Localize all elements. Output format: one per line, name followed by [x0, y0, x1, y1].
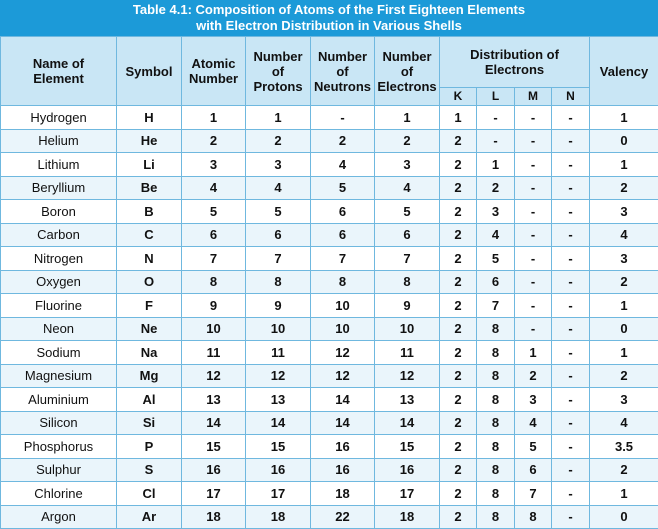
shell-n-cell: - [552, 411, 590, 435]
element-name-cell: Oxygen [1, 270, 117, 294]
electrons-cell: 2 [375, 129, 440, 153]
element-name-cell: Hydrogen [1, 106, 117, 130]
shell-l-cell: 8 [477, 411, 515, 435]
atomic-number-cell: 7 [182, 247, 246, 271]
table-row [1, 106, 658, 130]
shell-n-cell: - [552, 270, 590, 294]
shell-k-cell: 2 [440, 435, 477, 459]
protons-cell: 7 [246, 247, 311, 271]
header-shell-n: N [552, 88, 590, 106]
shell-m-cell: - [515, 129, 552, 153]
protons-cell: 2 [246, 129, 311, 153]
element-name-cell: Lithium [1, 153, 117, 177]
atomic-number-cell: 4 [182, 176, 246, 200]
neutrons-cell: - [311, 106, 375, 130]
protons-cell: 12 [246, 364, 311, 388]
table-row [1, 505, 658, 529]
table-row [1, 364, 658, 388]
shell-l-cell: - [477, 106, 515, 130]
protons-cell: 15 [246, 435, 311, 459]
valency-cell: 1 [590, 106, 658, 130]
shell-n-cell: - [552, 294, 590, 318]
shell-m-cell: 8 [515, 505, 552, 529]
protons-cell: 16 [246, 458, 311, 482]
shell-n-cell: - [552, 200, 590, 224]
element-name-cell: Phosphorus [1, 435, 117, 459]
shell-k-cell: 2 [440, 458, 477, 482]
shell-l-cell: 8 [477, 388, 515, 412]
shell-k-cell: 2 [440, 200, 477, 224]
shell-k-cell: 2 [440, 317, 477, 341]
symbol-cell: Ne [117, 317, 182, 341]
shell-m-cell: 4 [515, 411, 552, 435]
table-row [1, 153, 658, 177]
header-electrons: Number of Electrons [375, 37, 440, 106]
shell-l-cell: 8 [477, 505, 515, 529]
header-shell-l: L [477, 88, 515, 106]
shell-k-cell: 2 [440, 341, 477, 365]
symbol-cell: Na [117, 341, 182, 365]
electrons-cell: 17 [375, 482, 440, 506]
atomic-number-cell: 3 [182, 153, 246, 177]
valency-cell: 1 [590, 294, 658, 318]
shell-n-cell: - [552, 388, 590, 412]
element-name-cell: Neon [1, 317, 117, 341]
protons-cell: 13 [246, 388, 311, 412]
atomic-number-cell: 8 [182, 270, 246, 294]
shell-l-cell: - [477, 129, 515, 153]
shell-l-cell: 8 [477, 341, 515, 365]
valency-cell: 1 [590, 153, 658, 177]
symbol-cell: O [117, 270, 182, 294]
atomic-number-cell: 11 [182, 341, 246, 365]
neutrons-cell: 4 [311, 153, 375, 177]
shell-k-cell: 1 [440, 106, 477, 130]
table-row [1, 223, 658, 247]
shell-n-cell: - [552, 129, 590, 153]
shell-m-cell: 2 [515, 364, 552, 388]
shell-m-cell: 1 [515, 341, 552, 365]
neutrons-cell: 14 [311, 411, 375, 435]
table-row [1, 458, 658, 482]
header-valency: Valency [590, 37, 658, 106]
atomic-number-cell: 16 [182, 458, 246, 482]
shell-m-cell: - [515, 247, 552, 271]
symbol-cell: C [117, 223, 182, 247]
electrons-cell: 8 [375, 270, 440, 294]
shell-k-cell: 2 [440, 364, 477, 388]
shell-k-cell: 2 [440, 294, 477, 318]
protons-cell: 11 [246, 341, 311, 365]
shell-n-cell: - [552, 341, 590, 365]
neutrons-cell: 6 [311, 200, 375, 224]
electrons-cell: 15 [375, 435, 440, 459]
shell-l-cell: 1 [477, 153, 515, 177]
symbol-cell: Si [117, 411, 182, 435]
element-name-cell: Nitrogen [1, 247, 117, 271]
electrons-cell: 13 [375, 388, 440, 412]
shell-m-cell: - [515, 153, 552, 177]
element-name-cell: Silicon [1, 411, 117, 435]
shell-m-cell: - [515, 176, 552, 200]
shell-l-cell: 3 [477, 200, 515, 224]
symbol-cell: Mg [117, 364, 182, 388]
element-name-cell: Boron [1, 200, 117, 224]
valency-cell: 0 [590, 129, 658, 153]
symbol-cell: H [117, 106, 182, 130]
protons-cell: 6 [246, 223, 311, 247]
shell-l-cell: 4 [477, 223, 515, 247]
shell-l-cell: 6 [477, 270, 515, 294]
electrons-cell: 14 [375, 411, 440, 435]
valency-cell: 3 [590, 388, 658, 412]
electrons-cell: 18 [375, 505, 440, 529]
table-row [1, 200, 658, 224]
atomic-number-cell: 9 [182, 294, 246, 318]
atomic-number-cell: 10 [182, 317, 246, 341]
shell-m-cell: - [515, 106, 552, 130]
symbol-cell: Be [117, 176, 182, 200]
neutrons-cell: 10 [311, 317, 375, 341]
shell-k-cell: 2 [440, 270, 477, 294]
shell-m-cell: - [515, 223, 552, 247]
protons-cell: 9 [246, 294, 311, 318]
header-shell-m: M [515, 88, 552, 106]
valency-cell: 2 [590, 176, 658, 200]
element-name-cell: Sulphur [1, 458, 117, 482]
neutrons-cell: 16 [311, 458, 375, 482]
table-row [1, 129, 658, 153]
element-name-cell: Fluorine [1, 294, 117, 318]
shell-m-cell: - [515, 317, 552, 341]
shell-n-cell: - [552, 458, 590, 482]
protons-cell: 18 [246, 505, 311, 529]
elements-table [0, 36, 658, 529]
table-row [1, 482, 658, 506]
element-name-cell: Argon [1, 505, 117, 529]
shell-k-cell: 2 [440, 176, 477, 200]
shell-l-cell: 5 [477, 247, 515, 271]
electrons-cell: 5 [375, 200, 440, 224]
valency-cell: 2 [590, 364, 658, 388]
shell-k-cell: 2 [440, 388, 477, 412]
atomic-number-cell: 2 [182, 129, 246, 153]
symbol-cell: Ar [117, 505, 182, 529]
shell-m-cell: - [515, 200, 552, 224]
table-row [1, 411, 658, 435]
symbol-cell: Li [117, 153, 182, 177]
valency-cell: 4 [590, 411, 658, 435]
table-row [1, 388, 658, 412]
neutrons-cell: 2 [311, 129, 375, 153]
atomic-number-cell: 12 [182, 364, 246, 388]
shell-m-cell: 6 [515, 458, 552, 482]
symbol-cell: Al [117, 388, 182, 412]
shell-l-cell: 8 [477, 482, 515, 506]
shell-k-cell: 2 [440, 411, 477, 435]
header-name-of-element: Name of Element [1, 37, 117, 106]
table-row [1, 176, 658, 200]
protons-cell: 10 [246, 317, 311, 341]
protons-cell: 5 [246, 200, 311, 224]
neutrons-cell: 14 [311, 388, 375, 412]
shell-l-cell: 8 [477, 435, 515, 459]
electrons-cell: 11 [375, 341, 440, 365]
element-name-cell: Carbon [1, 223, 117, 247]
element-name-cell: Helium [1, 129, 117, 153]
title-line-2: with Electron Distribution in Various Shells [0, 18, 658, 34]
neutrons-cell: 12 [311, 341, 375, 365]
shell-l-cell: 7 [477, 294, 515, 318]
electrons-cell: 12 [375, 364, 440, 388]
atomic-number-cell: 18 [182, 505, 246, 529]
element-name-cell: Sodium [1, 341, 117, 365]
title-line-1: Table 4.1: Composition of Atoms of the First Eighteen Elements [0, 2, 658, 18]
table-body [1, 106, 658, 529]
atomic-number-cell: 1 [182, 106, 246, 130]
symbol-cell: Cl [117, 482, 182, 506]
shell-n-cell: - [552, 317, 590, 341]
electrons-cell: 16 [375, 458, 440, 482]
shell-k-cell: 2 [440, 129, 477, 153]
electrons-cell: 9 [375, 294, 440, 318]
valency-cell: 1 [590, 341, 658, 365]
shell-n-cell: - [552, 223, 590, 247]
header-atomic-number: Atomic Number [182, 37, 246, 106]
protons-cell: 8 [246, 270, 311, 294]
table-row [1, 341, 658, 365]
shell-m-cell: 5 [515, 435, 552, 459]
element-name-cell: Aluminium [1, 388, 117, 412]
shell-k-cell: 2 [440, 505, 477, 529]
neutrons-cell: 6 [311, 223, 375, 247]
symbol-cell: F [117, 294, 182, 318]
protons-cell: 3 [246, 153, 311, 177]
atomic-number-cell: 5 [182, 200, 246, 224]
element-name-cell: Magnesium [1, 364, 117, 388]
header-distribution: Distribution of Electrons [440, 37, 590, 88]
element-name-cell: Chlorine [1, 482, 117, 506]
shell-n-cell: - [552, 153, 590, 177]
atomic-number-cell: 14 [182, 411, 246, 435]
valency-cell: 3 [590, 247, 658, 271]
electrons-cell: 7 [375, 247, 440, 271]
protons-cell: 14 [246, 411, 311, 435]
shell-n-cell: - [552, 364, 590, 388]
table-row [1, 435, 658, 459]
shell-n-cell: - [552, 176, 590, 200]
valency-cell: 0 [590, 505, 658, 529]
valency-cell: 3.5 [590, 435, 658, 459]
symbol-cell: P [117, 435, 182, 459]
table-title [0, 0, 658, 36]
shell-k-cell: 2 [440, 482, 477, 506]
neutrons-cell: 22 [311, 505, 375, 529]
valency-cell: 2 [590, 270, 658, 294]
symbol-cell: B [117, 200, 182, 224]
header-symbol: Symbol [117, 37, 182, 106]
valency-cell: 0 [590, 317, 658, 341]
neutrons-cell: 8 [311, 270, 375, 294]
valency-cell: 2 [590, 458, 658, 482]
neutrons-cell: 12 [311, 364, 375, 388]
protons-cell: 4 [246, 176, 311, 200]
neutrons-cell: 18 [311, 482, 375, 506]
atomic-number-cell: 13 [182, 388, 246, 412]
header-shell-k: K [440, 88, 477, 106]
shell-k-cell: 2 [440, 153, 477, 177]
shell-n-cell: - [552, 482, 590, 506]
symbol-cell: S [117, 458, 182, 482]
valency-cell: 3 [590, 200, 658, 224]
shell-m-cell: 7 [515, 482, 552, 506]
shell-k-cell: 2 [440, 223, 477, 247]
neutrons-cell: 10 [311, 294, 375, 318]
header-neutrons: Number of Neutrons [311, 37, 375, 106]
table-row [1, 317, 658, 341]
neutrons-cell: 5 [311, 176, 375, 200]
shell-m-cell: 3 [515, 388, 552, 412]
shell-m-cell: - [515, 270, 552, 294]
shell-l-cell: 8 [477, 458, 515, 482]
neutrons-cell: 7 [311, 247, 375, 271]
shell-n-cell: - [552, 435, 590, 459]
valency-cell: 1 [590, 482, 658, 506]
atomic-number-cell: 15 [182, 435, 246, 459]
shell-n-cell: - [552, 505, 590, 529]
header-protons: Number of Protons [246, 37, 311, 106]
shell-k-cell: 2 [440, 247, 477, 271]
shell-l-cell: 8 [477, 317, 515, 341]
element-name-cell: Beryllium [1, 176, 117, 200]
electrons-cell: 6 [375, 223, 440, 247]
shell-l-cell: 2 [477, 176, 515, 200]
shell-n-cell: - [552, 106, 590, 130]
electrons-cell: 1 [375, 106, 440, 130]
electrons-cell: 3 [375, 153, 440, 177]
atomic-number-cell: 6 [182, 223, 246, 247]
table-row [1, 294, 658, 318]
shell-n-cell: - [552, 247, 590, 271]
symbol-cell: N [117, 247, 182, 271]
neutrons-cell: 16 [311, 435, 375, 459]
atomic-number-cell: 17 [182, 482, 246, 506]
protons-cell: 17 [246, 482, 311, 506]
electrons-cell: 10 [375, 317, 440, 341]
shell-l-cell: 8 [477, 364, 515, 388]
table-row [1, 247, 658, 271]
shell-m-cell: - [515, 294, 552, 318]
protons-cell: 1 [246, 106, 311, 130]
table-row [1, 270, 658, 294]
electrons-cell: 4 [375, 176, 440, 200]
valency-cell: 4 [590, 223, 658, 247]
symbol-cell: He [117, 129, 182, 153]
